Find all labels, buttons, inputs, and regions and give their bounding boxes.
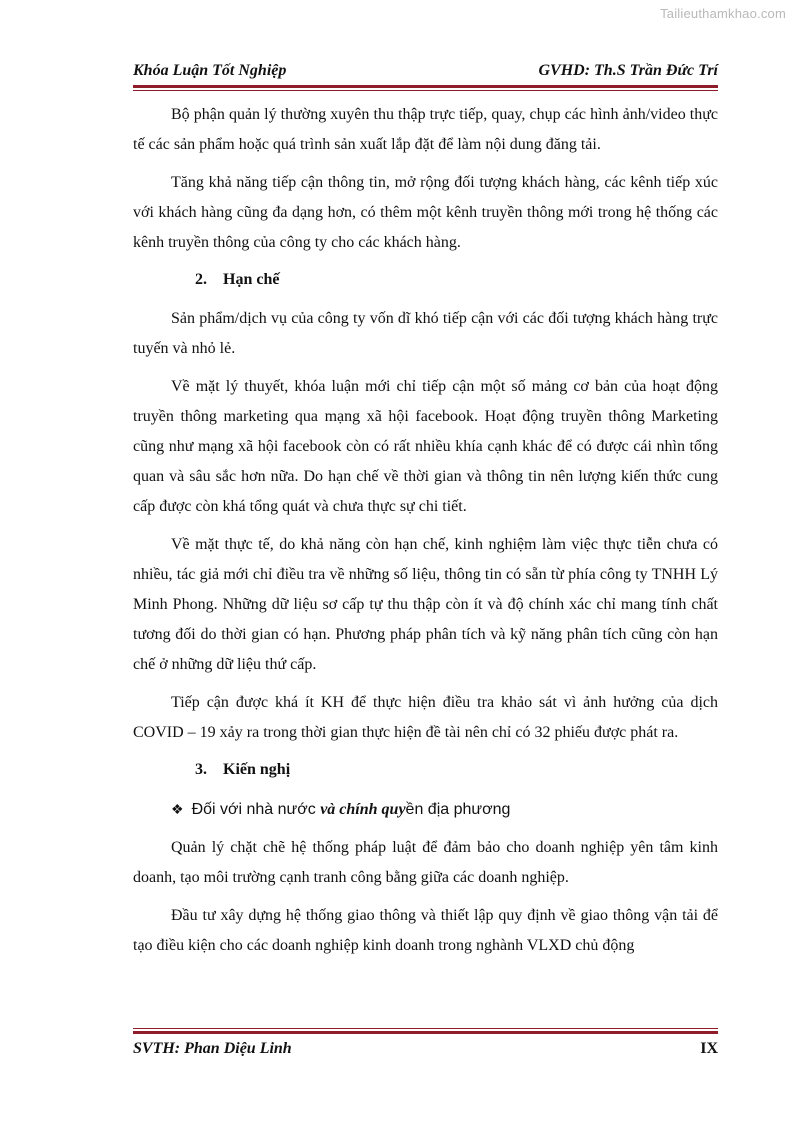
footer-rule-thick	[133, 1031, 718, 1034]
section-number: 3.	[195, 761, 207, 778]
paragraph-6: Tiếp cận được khá ít KH để thực hiện điều tra khảo sát vì ảnh hưởng của dịch COVID – 19 xảy ra trong thời gian thực hiện đề tài nên chỉ có 32 phiếu được phát ra.	[133, 694, 718, 741]
section-title: Hạn chế	[223, 271, 280, 288]
section-title: Kiến nghị	[223, 761, 291, 778]
header-title: Khóa Luận Tốt Nghiệp	[133, 62, 287, 79]
bullet-text-a: Đối với nhà nước	[191, 801, 321, 818]
watermark-text: Tailieuthamkhao.com	[660, 6, 786, 21]
paragraph-7: Quản lý chặt chẽ hệ thống pháp luật để đảm bảo cho doanh nghiệp yên tâm kinh doanh, tạo môi trường cạnh tranh công bằng giữa các doanh nghiệp.	[133, 839, 718, 886]
paragraph-2: Tăng khả năng tiếp cận thông tin, mở rộng đối tượng khách hàng, các kênh tiếp xúc với khách hàng cũng đa dạng hơn, có thêm một kênh truyền thông mới trong hệ thống các kênh truyền thông của công ty cho các khách hàng.	[133, 174, 718, 251]
section-heading-limitations	[133, 266, 718, 294]
diamond-bullet-icon: ❖	[171, 801, 184, 817]
paragraph-4: Về mặt lý thuyết, khóa luận mới chỉ tiếp cận một số mảng cơ bản của hoạt động truyền thông marketing qua mạng xã hội facebook. Hoạt động truyền thông Marketing cũng như mạng xã hội facebook còn có rất nhiều khía cạnh khác để có được cái nhìn tổng quan và sâu sắc hơn nữa. Do hạn chế về thời gian và thông tin nên lượng kiến thức cung cấp được còn khá tổng quát và chưa thực sự chi tiết.	[133, 378, 718, 515]
bullet-text-c: ền địa phương	[405, 801, 511, 818]
bullet-text-b: và chính quy	[320, 801, 406, 818]
header-rule-thin	[133, 90, 718, 91]
header-advisor: GVHD: Th.S Trần Đức Trí	[538, 62, 718, 79]
paragraph-3: Sản phẩm/dịch vụ của công ty vốn dĩ khó tiếp cận với các đối tượng khách hàng trực tuyến và nhỏ lẻ.	[133, 310, 718, 357]
page-header	[133, 62, 718, 84]
section-heading-recommendations	[133, 756, 718, 784]
page-footer	[133, 1040, 718, 1062]
footer-rule-thin	[133, 1028, 718, 1029]
subsection-bullet	[133, 794, 718, 825]
header-rule-thick	[133, 85, 718, 88]
section-number: 2.	[195, 271, 207, 288]
page-content	[133, 100, 718, 969]
paragraph-5: Về mặt thực tế, do khả năng còn hạn chế, kinh nghiệm làm việc thực tiễn chưa có nhiều, tác giả mới chỉ điều tra về những số liệu, thông tin có sẵn từ phía công ty TNHH Lý Minh Phong. Những dữ liệu sơ cấp tự thu thập còn ít và độ chính xác chỉ mang tính chất tương đối do thời gian có hạn. Phương pháp phân tích và kỹ năng phân tích cũng còn hạn chế ở những dữ liệu thứ cấp.	[133, 536, 718, 673]
paragraph-1: Bộ phận quản lý thường xuyên thu thập trực tiếp, quay, chụp các hình ảnh/video thực tế các sản phẩm hoặc quá trình sản xuất lắp đặt để làm nội dung đăng tải.	[133, 106, 718, 153]
footer-author: SVTH: Phan Diệu Linh	[133, 1040, 292, 1057]
paragraph-8: Đầu tư xây dựng hệ thống giao thông và thiết lập quy định về giao thông vận tải để tạo điều kiện cho các doanh nghiệp kinh doanh trong nghành VLXD chủ động	[133, 907, 718, 954]
page-number: IX	[700, 1040, 718, 1057]
